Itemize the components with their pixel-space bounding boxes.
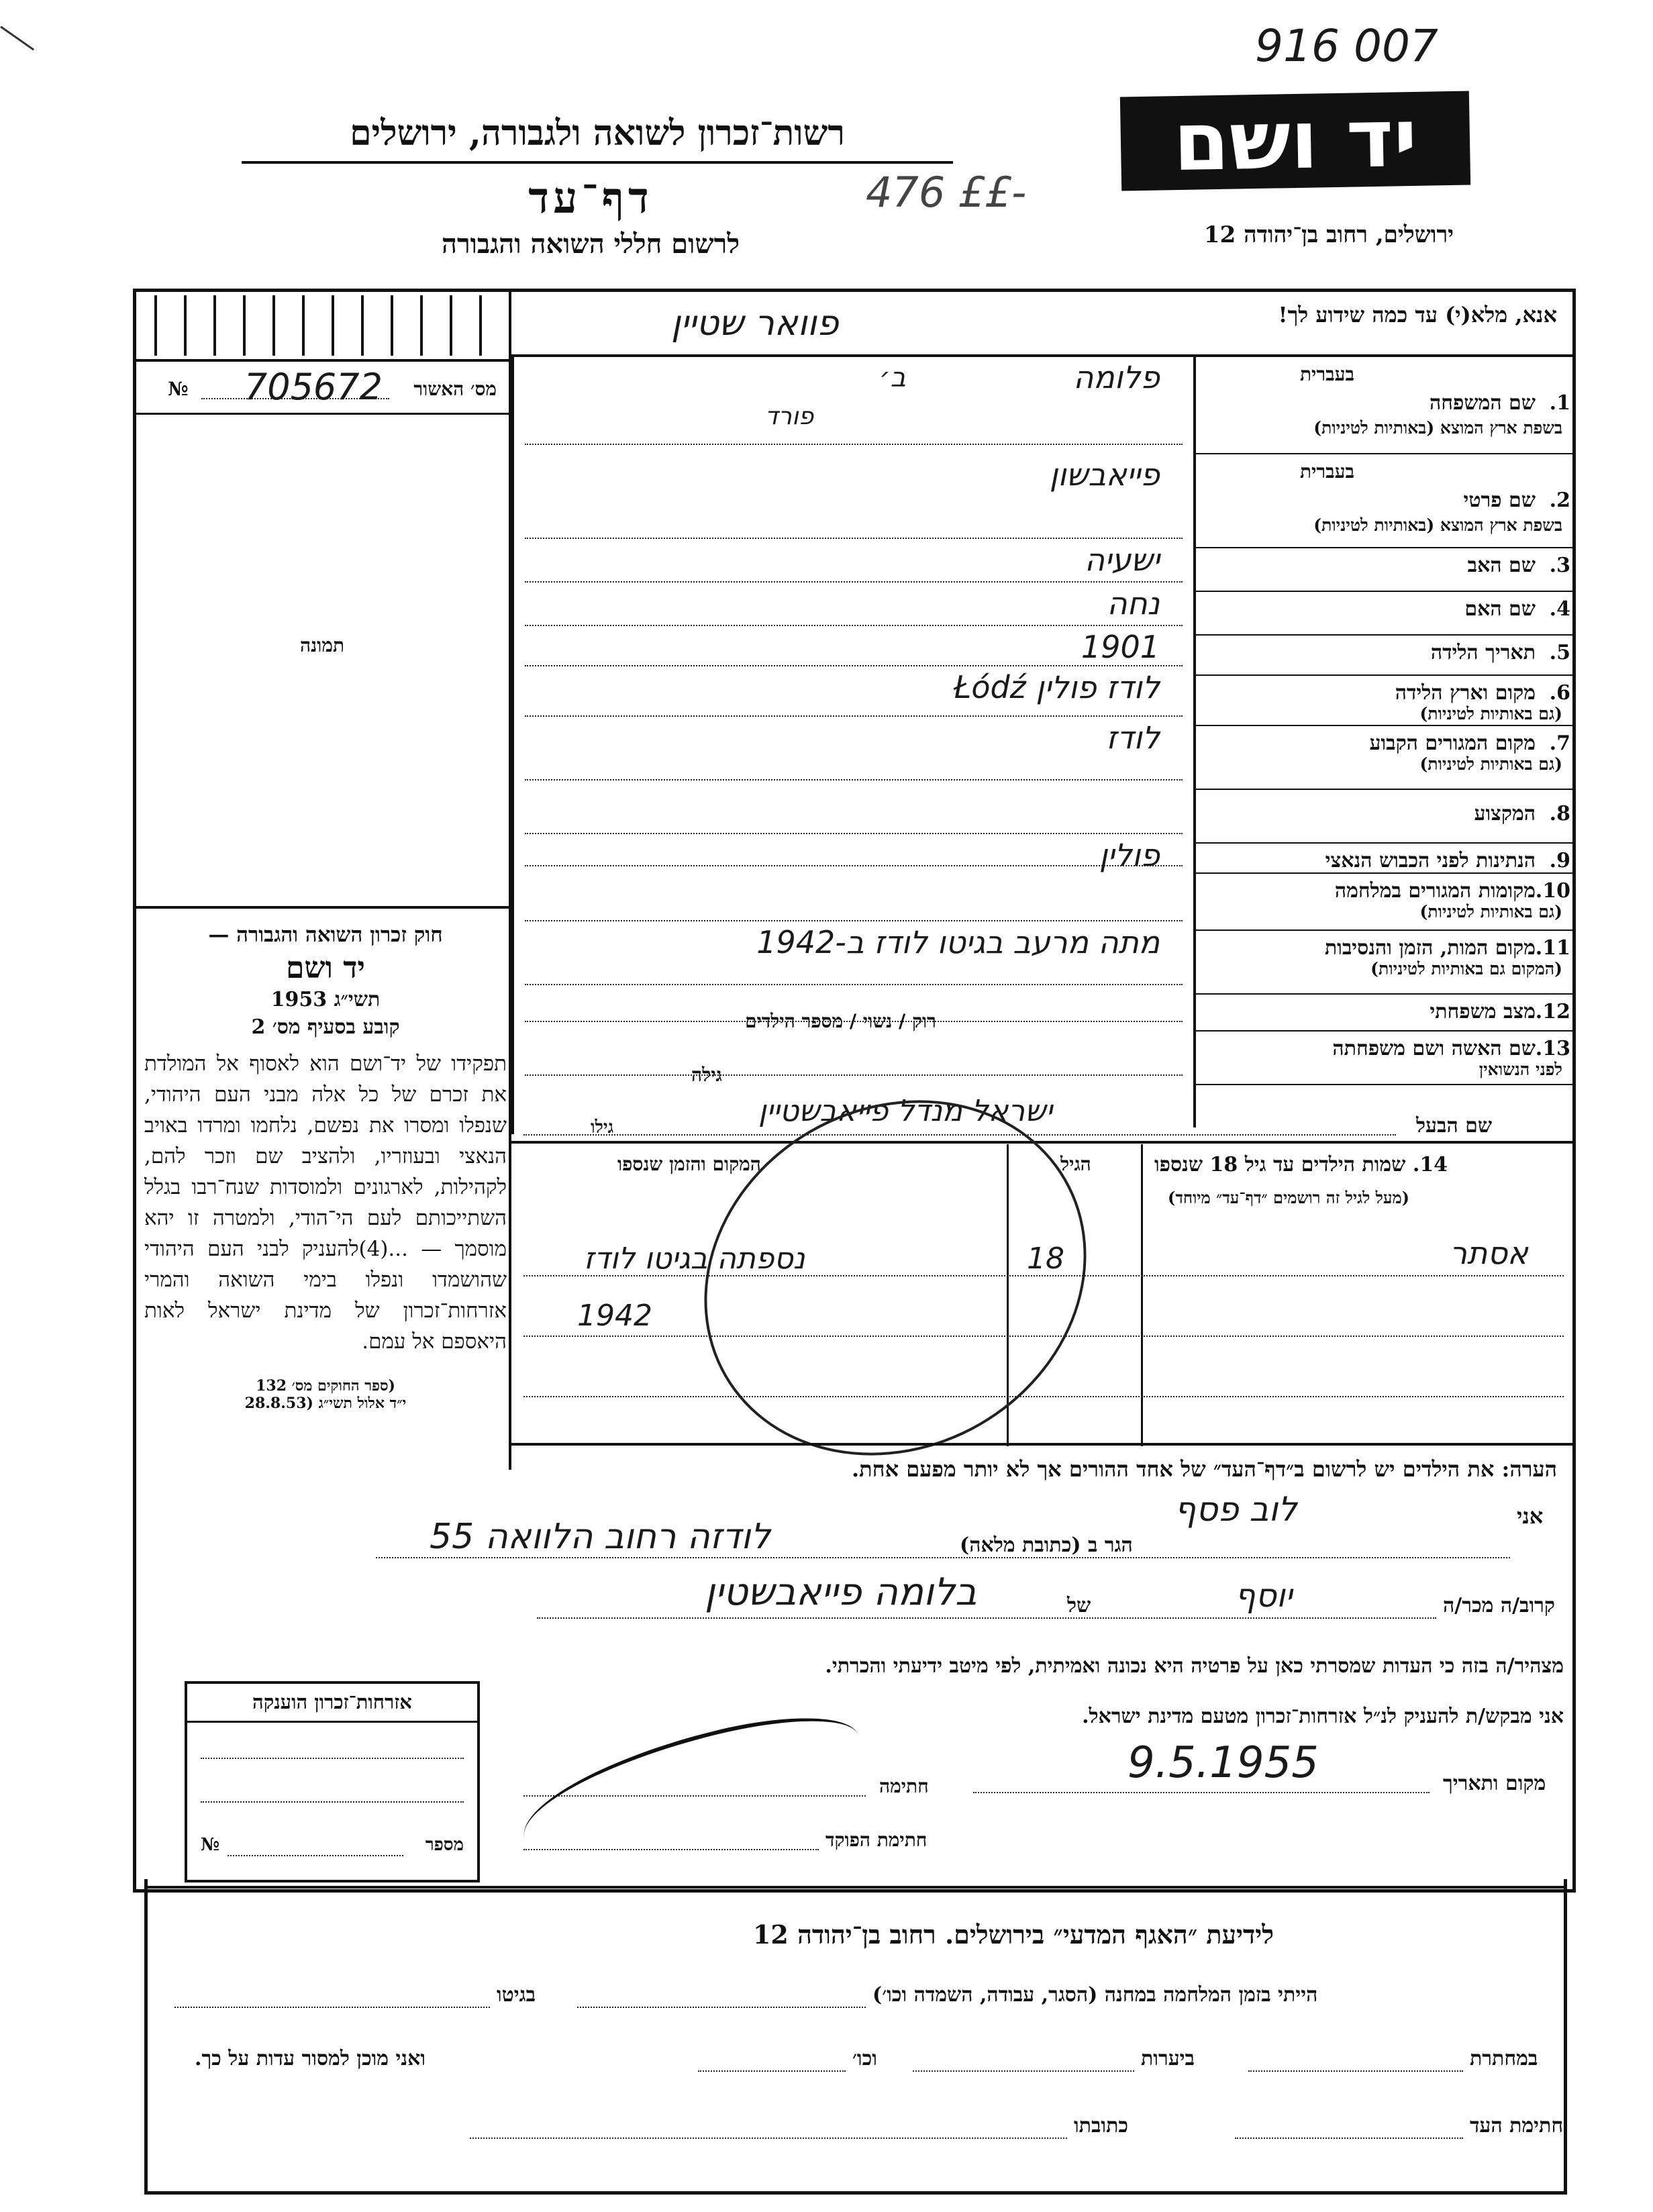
field-dots xyxy=(525,920,1183,921)
citizenship-dots-1 xyxy=(201,1758,464,1759)
field-label: הנתינות לפני הכבוש הנאצי xyxy=(1325,849,1536,872)
record-number xyxy=(154,366,497,408)
field-separator xyxy=(1195,789,1576,790)
archive-number: 916 007 xyxy=(1255,20,1438,72)
field-value: מתה מרעב בגיטו לודז ב-1942 xyxy=(756,924,1160,960)
field-value: פולין xyxy=(1099,837,1160,873)
form-title: דף־עד xyxy=(528,173,653,223)
declarant-living-value: לודזה רחוב הלוואה 55 xyxy=(430,1517,770,1557)
footer-dots-5 xyxy=(698,2070,846,2072)
relative-value: יוסף xyxy=(1235,1577,1293,1615)
citizenship-number-label: מספר xyxy=(425,1835,464,1855)
child-age: 18 xyxy=(1027,1242,1064,1276)
field-label: שם האם xyxy=(1464,597,1536,621)
field-dots xyxy=(525,538,1183,539)
child-name: אסתר xyxy=(1450,1235,1528,1271)
place-date-label: מקום ותאריך xyxy=(1443,1772,1546,1795)
law-panel xyxy=(144,923,507,1540)
stamp-number: 476 ££- xyxy=(866,168,1027,217)
field-value: נחה xyxy=(1107,585,1160,621)
record-label: מס׳ האשור xyxy=(413,378,497,400)
footer-dots-7 xyxy=(470,2138,1067,2139)
footer-address: כתובתו xyxy=(1074,2114,1129,2138)
children-num: 14. xyxy=(1412,1153,1448,1176)
footer-dots-3 xyxy=(1248,2070,1463,2072)
field-number: 13. xyxy=(1535,1037,1570,1060)
footer-ghetto: בגיטו xyxy=(497,1983,536,2007)
field-label: שם האשה ושם משפחתה xyxy=(1332,1037,1536,1060)
photo-tick-strip xyxy=(154,295,510,356)
children-row-2 xyxy=(523,1336,1564,1337)
children-col-div-1 xyxy=(1141,1144,1143,1446)
field-sublabel: (גם באותיות לטיניות) xyxy=(1419,754,1562,774)
citizenship-dots-2 xyxy=(201,1801,464,1803)
field-hebrew-tag: בעברית xyxy=(1299,363,1354,385)
footer-top-rule xyxy=(144,1886,1567,1889)
citizenship-dots-3 xyxy=(228,1855,403,1856)
citizenship-title: אזרחות־זכרון הוענקה xyxy=(187,1684,477,1723)
field-label: מקום המגורים הקבוע xyxy=(1369,732,1536,755)
husband-age-label: גילו xyxy=(591,1117,614,1138)
children-col-age: הגיל xyxy=(1060,1153,1091,1175)
field-row xyxy=(511,542,1576,591)
place-date-value: 9.5.1955 xyxy=(1128,1738,1319,1788)
field-label: שם האב xyxy=(1467,554,1536,577)
field-number: 12. xyxy=(1535,1000,1570,1023)
field-value: לודז xyxy=(1106,719,1160,756)
field-row xyxy=(511,993,1576,1030)
surname-extra-note: פורד xyxy=(765,403,814,430)
citizenship-no-sign: № xyxy=(201,1835,220,1855)
section-rule-14 xyxy=(511,1141,1576,1144)
officer-dots xyxy=(523,1849,819,1850)
law-year xyxy=(144,988,507,1011)
field-row xyxy=(511,924,1576,993)
header-address: ירושלים, רחוב בן־יהודה 12 xyxy=(1203,221,1454,248)
note: הערה: את הילדים יש לרשום ב״דף־העד״ של אחד ההורים אך לא יותר מפעם אחת. xyxy=(851,1456,1557,1482)
footer-dots-6 xyxy=(1235,2138,1463,2139)
field-dots xyxy=(525,625,1183,626)
field-dots xyxy=(525,984,1183,985)
field-value: ישעיה xyxy=(1084,542,1160,578)
place-date-dots xyxy=(973,1792,1430,1793)
field-label: המקצוע xyxy=(1474,802,1536,825)
law-org: יד ושם xyxy=(286,951,365,985)
field-dots xyxy=(525,1074,1183,1076)
field-number: 8. xyxy=(1549,802,1570,825)
declarant-living-label: הגר ב (כתובת מלאה) xyxy=(960,1534,1133,1557)
field-number: 6. xyxy=(1549,681,1570,705)
children-title: שמות הילדים עד גיל 18 שנספו xyxy=(1154,1153,1406,1176)
husband-label: שם הבעל xyxy=(1416,1114,1493,1138)
footer-etc: וכו׳ xyxy=(852,2047,877,2070)
law-ref-2: י״ד אלול תשי״ג (28.8.53 xyxy=(244,1395,407,1412)
field-row xyxy=(511,359,1576,453)
photo-bottom-rule xyxy=(133,906,511,909)
field-value: 1901 xyxy=(1081,629,1160,665)
field-sublabel: (המקום גם באותיות לטיניות) xyxy=(1370,959,1562,978)
field-row xyxy=(511,585,1576,634)
children-row-3 xyxy=(523,1396,1564,1397)
declarant-dots-2 xyxy=(537,1617,1436,1619)
field-label: שם המשפחה xyxy=(1429,391,1536,415)
children-row-1 xyxy=(523,1275,1564,1276)
declarant-dots-1 xyxy=(376,1557,1510,1558)
field-dots xyxy=(525,581,1183,583)
citizenship-box xyxy=(185,1681,480,1882)
field-label: מקום וארץ הלידה xyxy=(1395,681,1536,705)
signature-dots xyxy=(523,1795,866,1797)
field-dots xyxy=(525,444,1183,445)
children-bottom-rule xyxy=(511,1443,1576,1446)
field-value: פלומה xyxy=(1073,359,1160,395)
field-hebrew-tag: בעברית xyxy=(1299,460,1354,483)
footer-title: לידיעת ״האגף המדעי״ בירושלים. רחוב בן־יהודה 12 xyxy=(752,1919,1274,1950)
authority-title: רשות־זכרון לשואה ולגבורה, ירושלים xyxy=(350,113,845,154)
field-row xyxy=(511,719,1576,789)
children-col-place: המקום והזמן שנספו xyxy=(617,1153,761,1175)
authority-underline xyxy=(242,161,953,164)
field-label: מקום המות, הזמן והנסיבות xyxy=(1324,936,1536,960)
field-number: 9. xyxy=(1549,849,1570,872)
age-label: גילה xyxy=(691,1064,722,1086)
field-number: 7. xyxy=(1549,732,1570,755)
field-number: 4. xyxy=(1549,597,1570,621)
intro-rule xyxy=(511,354,1576,357)
children-label xyxy=(1154,1153,1448,1176)
field-label: מקומות המגורים במלחמה xyxy=(1334,879,1536,903)
intro-text: אנא, מלא(י) עד כמה שידוע לך! xyxy=(1278,302,1557,328)
footer-ready: ואני מוכן למסור עדות על כך. xyxy=(195,2047,426,2070)
of-value: בלומה פייאבשטין xyxy=(705,1570,977,1614)
declare-text: מצהיר/ה בזה כי העדות שמסרתי כאן על פרטיה היא נכונה ואמיתית, לפי מיטב ידיעתי והכרתי. xyxy=(825,1654,1564,1678)
field-row xyxy=(511,456,1576,547)
footer-forests: ביערות xyxy=(1141,2047,1195,2070)
record-dots xyxy=(201,398,389,399)
footer-dots-4 xyxy=(913,2070,1134,2072)
intro-hand: פוואר שטיין xyxy=(671,303,839,344)
photo-label: תמונה xyxy=(299,634,345,656)
field-sublabel: בשפת ארץ המוצא (באותיות לטיניות) xyxy=(1313,418,1562,438)
field-dots xyxy=(525,715,1183,717)
field-sublabel: (גם באותיות לטיניות) xyxy=(1419,902,1562,921)
law-year-num: 1953 xyxy=(270,988,328,1011)
field-number: 2. xyxy=(1549,489,1570,512)
photo-top-rule xyxy=(133,359,511,362)
surname-extra-note-2: ב׳ xyxy=(879,362,906,393)
photo-rule-2 xyxy=(133,413,511,415)
husband-value: ישראל מנדל פייאבשטיין xyxy=(758,1094,1053,1128)
field-number: 11. xyxy=(1535,936,1570,960)
law-section: קובע בסעיף מס׳ 2 xyxy=(251,1015,400,1039)
field-sublabel: (גם באותיות לטיניות) xyxy=(1419,704,1562,723)
field-label: מצב משפחתי xyxy=(1430,1000,1536,1023)
of-label: של xyxy=(1067,1594,1091,1617)
relative-label: קרוב/ה מכר/ה xyxy=(1443,1594,1555,1617)
footer-line1: הייתי בזמן המלחמה במחנה (הסגר, עבודה, השמדה וכו׳) xyxy=(872,1983,1318,2007)
field-label: תאריך הלידה xyxy=(1430,641,1536,664)
field-sublabel: בשפת ארץ המוצא (באותיות לטיניות) xyxy=(1313,515,1562,535)
declarant-i-value: לוב פסף xyxy=(1174,1490,1297,1529)
children-sub: (מעל לגיל זה רושמים ״דף־עד״ מיוחד) xyxy=(1168,1188,1410,1207)
yad-vashem-logo: יד ושם xyxy=(1120,91,1470,191)
declarant-i-label: אני xyxy=(1517,1503,1544,1529)
field-row xyxy=(511,629,1576,674)
law-title: חוק זכרון השואה והגבורה — xyxy=(208,923,443,947)
footer-underground: במחתרת xyxy=(1470,2047,1538,2070)
field-value: לודז פולין Łódź xyxy=(954,669,1160,705)
child-place: נספתה בגיטו לודז xyxy=(584,1242,805,1276)
law-year-heb: תשי״ג xyxy=(334,988,381,1011)
field-number: 5. xyxy=(1549,641,1570,664)
field-label: שם פרטי xyxy=(1463,489,1536,512)
footer-dots-1 xyxy=(577,2007,866,2008)
field-row xyxy=(511,795,1576,842)
field-number: 3. xyxy=(1549,554,1570,577)
footer-witness-sig: חתימת העד xyxy=(1470,2114,1564,2138)
field-number: 10. xyxy=(1535,879,1570,903)
field-row xyxy=(511,837,1576,873)
field-dots xyxy=(525,665,1183,666)
field-value: פייאבשון xyxy=(1049,456,1160,493)
field-separator xyxy=(1195,1084,1576,1085)
request-text: אני מבקש/ת להעניק לנ״ל אזרחות־זכרון מטעם מדינת ישראל. xyxy=(1082,1705,1564,1728)
corner-mark xyxy=(0,0,54,50)
field-dots xyxy=(525,865,1183,866)
officer-label: חתימת הפוקד xyxy=(825,1829,928,1851)
field-sublabel: לפני הנשואין xyxy=(1479,1060,1562,1079)
field-separator xyxy=(1195,453,1576,454)
signature-label: חתימה xyxy=(879,1775,929,1797)
field-row xyxy=(511,872,1576,929)
record-no-sign: № xyxy=(168,378,189,400)
form-subtitle: לרשום חללי השואה והגבורה xyxy=(441,228,740,260)
field-dots xyxy=(525,779,1183,781)
marital-options: רוק / נשוי / מספר הילדים xyxy=(745,1010,936,1032)
law-ref-1: (ספר החוקים מס׳ 132 xyxy=(256,1377,395,1395)
child-year: 1942 xyxy=(577,1299,652,1333)
record-value: 705672 xyxy=(244,366,383,408)
footer-dots-2 xyxy=(174,2007,490,2008)
law-text: תפקידו של יד־ושם הוא לאסוף אל המולדת את זכרם של כל אלה מבני העם היהודי, שנפלו ומסרו את נפשם, נלחמו ומרדו באויב הנאצי ובעוזריו, ולהציב שם וזכר להם, לקהילות, לארגונים ולמוסדות שנח־רבו בגלל השתייכותם לעם הי־הודי, ולמטרה זו יהא מוסמך — ...(4)להעניק לבני העם היהודי שהושמדו ונפלו בימי השואה והמרי אזרחות־זכרון של מדינת ישראל לאות היאספם אל עמם. xyxy=(144,1052,507,1354)
field-number: 1. xyxy=(1549,391,1570,415)
field-row xyxy=(511,1030,1576,1084)
field-row xyxy=(511,669,1576,725)
field-dots xyxy=(525,833,1183,834)
